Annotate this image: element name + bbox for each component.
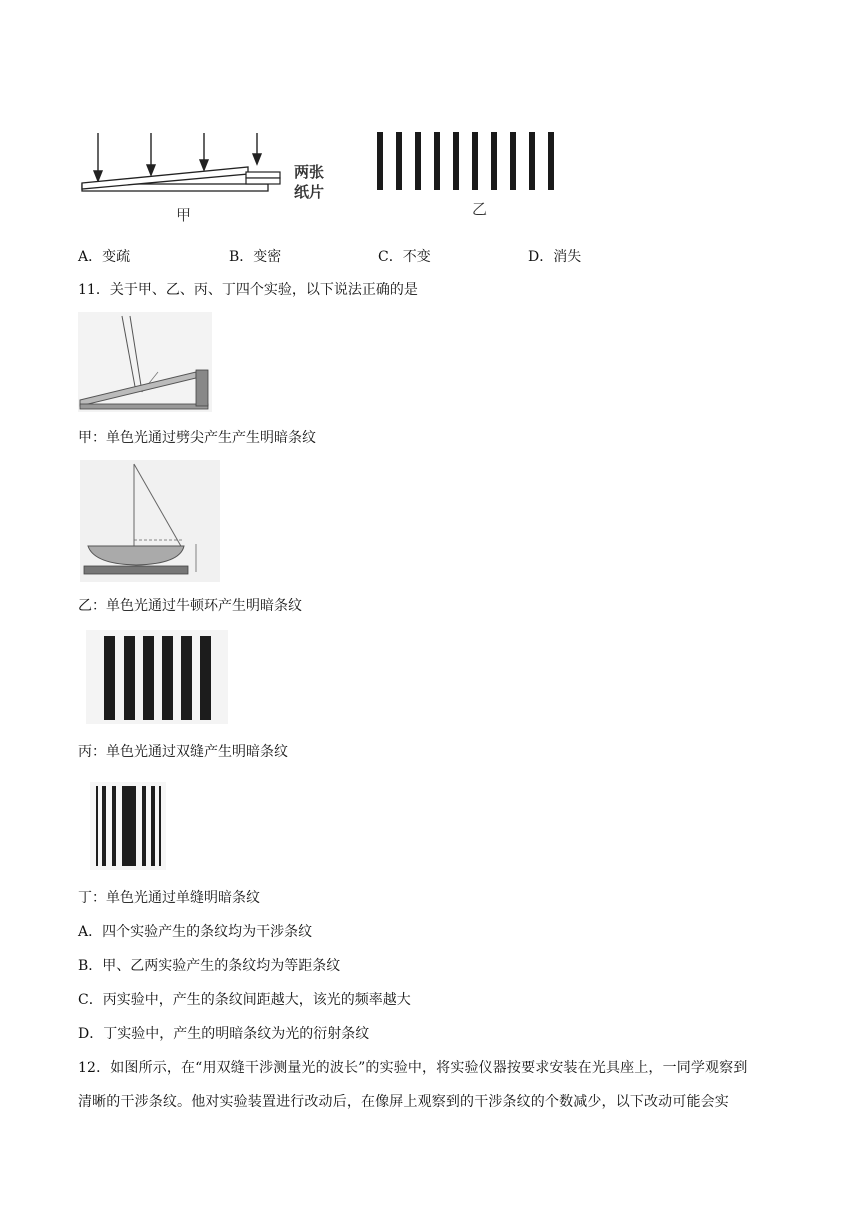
option-b[interactable]: B．变密 [229, 249, 282, 265]
q12-text-line1: 12．如图所示，在“用双缝干涉测量光的波长”的实验中，将实验仪器按要求安装在光具座上，一同学观察到 [78, 1060, 748, 1076]
option-text: 变疏 [102, 249, 131, 265]
label-yi: 乙 [472, 200, 488, 218]
q11-stem: 11．关于甲、乙、丙、丁四个实验，以下说法正确的是 [78, 282, 418, 298]
q11-caption-jia: 甲：单色光通过劈尖产生产生明暗条纹 [78, 430, 316, 446]
label-paper: 两张纸片 [294, 163, 325, 201]
option-letter: B [229, 249, 240, 265]
newton-ring-photo-yi [80, 460, 220, 582]
q11-caption-ding: 丁：单色光通过单缝明暗条纹 [78, 890, 260, 906]
q12-text-line2: 清晰的干涉条纹。他对实验装置进行改动后，在像屏上观察到的干涉条纹的个数减少，以下改动可能会实 [78, 1094, 729, 1110]
q11-caption-yi: 乙：单色光通过牛顿环产生明暗条纹 [78, 598, 302, 614]
option-text: 消失 [553, 249, 582, 265]
option-text: 变密 [253, 249, 282, 265]
option-letter: C [378, 249, 389, 265]
option-text: 不变 [402, 249, 431, 265]
option-letter: D [528, 249, 540, 265]
q11-option-a[interactable]: A．四个实验产生的条纹均为干涉条纹 [78, 924, 313, 940]
q11-option-b[interactable]: B．甲、乙两实验产生的条纹均为等距条纹 [78, 958, 341, 974]
option-letter: A [78, 249, 89, 265]
q11-caption-bing: 丙：单色光通过双缝产生明暗条纹 [78, 744, 288, 760]
label-jia: 甲 [176, 206, 192, 224]
wedge-photo-jia [78, 312, 212, 412]
q11-option-c[interactable]: C．丙实验中，产生的条纹间距越大，该光的频率越大 [78, 992, 411, 1008]
option-d[interactable]: D．消失 [528, 249, 582, 265]
q11-option-d[interactable]: D．丁实验中，产生的明暗条纹为光的衍射条纹 [78, 1026, 370, 1042]
single-slit-photo-ding [90, 782, 166, 870]
double-slit-photo-bing [86, 630, 228, 724]
option-a[interactable]: A．变疏 [78, 249, 131, 265]
fringe-figure-yi [370, 128, 570, 194]
option-c[interactable]: C．不变 [378, 249, 431, 265]
